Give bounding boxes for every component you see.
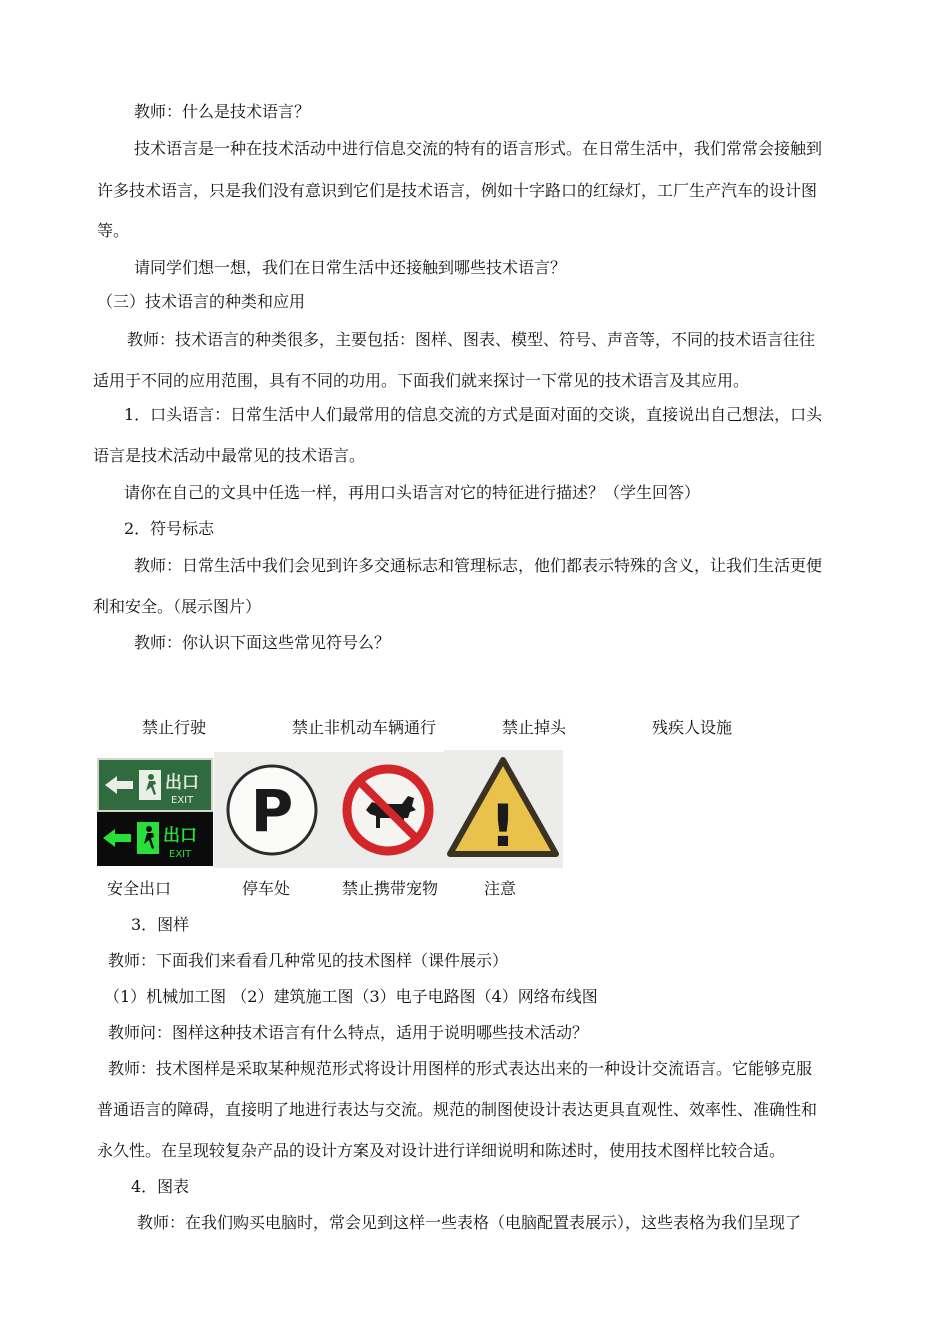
exit-sign-image — [97, 752, 213, 868]
text-line-7: 教师：技术语言的种类很多，主要包括：图样、图表、模型、符号、声音等，不同的技术语言往往 — [127, 330, 816, 349]
exit-en-night: EXIT — [169, 849, 192, 860]
parking-sign-image — [214, 752, 330, 868]
text-line-14: 利和安全。（展示图片） — [93, 597, 262, 616]
caption-caution: 注意 — [484, 879, 517, 898]
text-line-13: 教师：日常生活中我们会见到许多交通标志和管理标志，他们都表示特殊的含义，让我们生活更便 — [134, 556, 823, 575]
exit-sign-day — [97, 758, 213, 812]
text-line-10: 语言是技术活动中最常见的技术语言。 — [93, 446, 366, 465]
subheading-charts: 4．图表 — [131, 1177, 190, 1196]
text-line-4: 等。 — [97, 221, 130, 240]
text-line-21: 普通语言的障碍，直接明了地进行表达与交流。规范的制图使设计表达更具直观性、效率性、准确性和 — [97, 1100, 818, 1119]
text-line-17: 教师：下面我们来看看几种常见的技术图样（课件展示） — [108, 951, 509, 970]
subheading-symbols: 2．符号标志 — [124, 519, 215, 538]
subheading-drawings: 3．图样 — [131, 915, 190, 934]
no-pets-sign-image — [330, 752, 446, 868]
text-line-20: 教师：技术图样是采取某种规范形式将设计用图样的形式表达出来的一种设计交流语言。它能够克服 — [108, 1059, 813, 1078]
text-line-2: 技术语言是一种在技术活动中进行信息交流的特有的语言形式。在日常生活中，我们常常会接触到 — [134, 139, 823, 158]
caption-parking: 停车处 — [242, 879, 291, 898]
text-line-22: 永久性。在呈现较复杂产品的设计方案及对设计进行详细说明和陈述时，使用技术图样比较合适。 — [97, 1141, 786, 1160]
warning-mark: ! — [489, 792, 517, 860]
text-line-9: 1．口头语言：日常生活中人们最常用的信息交流的方式是面对面的交谈，直接说出自己想法，口头 — [124, 405, 823, 424]
caption-no-pets: 禁止携带宠物 — [342, 879, 439, 898]
warning-sign-image — [444, 750, 563, 868]
text-line-11: 请你在自己的文具中任选一样，再用口头语言对它的特征进行描述？（学生回答） — [124, 483, 701, 502]
text-line-24: 教师：在我们购买电脑时，常会见到这样一些表格（电脑配置表展示），这些表格为我们呈现了 — [137, 1213, 802, 1232]
parking-letter: P — [250, 777, 294, 845]
caption-no-non-motor: 禁止非机动车辆通行 — [292, 718, 437, 737]
text-line-8: 适用于不同的应用范围，具有不同的功用。下面我们就来探讨一下常见的技术语言及其应用。 — [93, 371, 750, 390]
caption-safety-exit: 安全出口 — [107, 879, 172, 898]
text-line-19: 教师问：图样这种技术语言有什么特点，适用于说明哪些技术活动？ — [108, 1023, 589, 1042]
exit-cn-day: 出口 — [165, 773, 199, 793]
caption-disabled-facility: 残疾人设施 — [652, 718, 733, 737]
text-line-3: 许多技术语言，只是我们没有意识到它们是技术语言，例如十字路口的红绿灯，工厂生产汽车的设计图 — [97, 181, 818, 200]
text-line-18: （1）机械加工图 （2）建筑施工图（3）电子电路图（4）网络布线图 — [104, 987, 598, 1006]
caption-no-driving: 禁止行驶 — [142, 718, 207, 737]
text-line-1: 教师：什么是技术语言？ — [134, 102, 311, 121]
text-line-5: 请同学们想一想，我们在日常生活中还接触到哪些技术语言？ — [134, 258, 567, 277]
exit-sign-night — [97, 812, 213, 866]
exit-en-day: EXIT — [171, 795, 194, 806]
exit-cn-night: 出口 — [163, 826, 197, 846]
text-line-15: 教师：你认识下面这些常见符号么？ — [134, 633, 391, 652]
caption-no-u-turn: 禁止掉头 — [502, 718, 567, 737]
section-heading: （三）技术语言的种类和应用 — [97, 292, 306, 311]
